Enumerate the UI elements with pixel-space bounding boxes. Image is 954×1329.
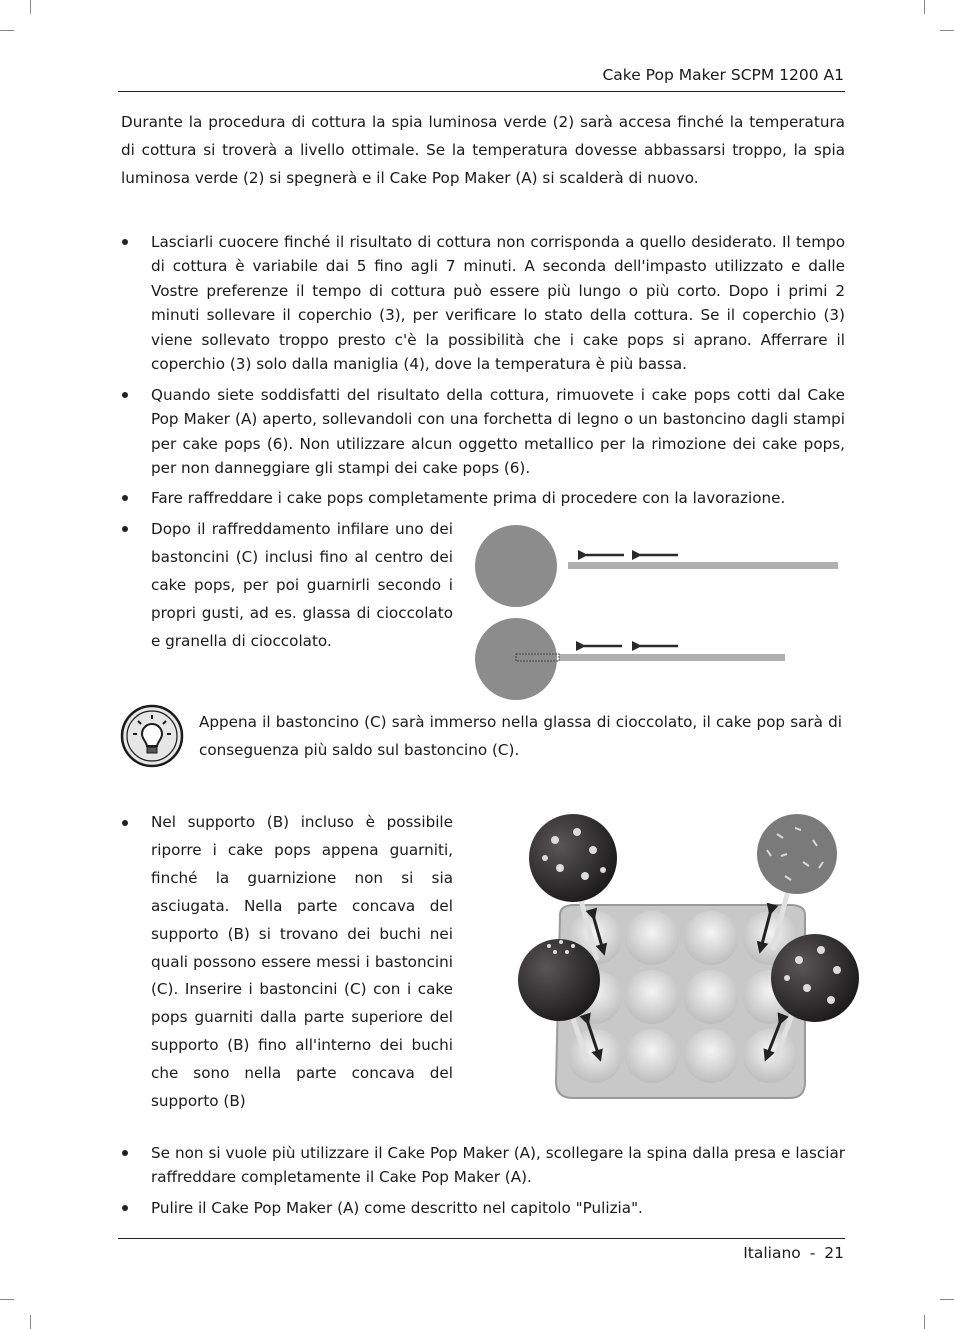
header-rule xyxy=(118,91,845,92)
bullet-text: Se non si vuole più utilizzare il Cake Pop Maker (A), scollegare la spina dalla presa e lasciar raffreddare completamente il Cake Pop Maker (A). xyxy=(151,1144,845,1187)
page-number: 21 xyxy=(824,1244,844,1262)
stick xyxy=(559,654,785,661)
page-header-title: Cake Pop Maker SCPM 1200 A1 xyxy=(602,66,844,84)
crop-mark xyxy=(924,0,925,14)
crop-mark xyxy=(940,30,954,31)
bullet-dot xyxy=(122,1150,128,1156)
page-footer xyxy=(118,1244,844,1262)
bullet-text: Quando siete soddisfatti del risultato della cottura, rimuovete i cake pops cotti dal Cake Pop Maker (A) aperto, sollevandoli con una forchetta di legno o un bastoncino dagli stampi per cake pops (6). Non utilizzare alcun oggetto metallico per la rimozione dei cake pops, per non danneggiare gli stampi dei cake pops (6). xyxy=(151,386,845,478)
bullet-text: Lasciarli cuocere finché il risultato di cottura non corrisponda a quello desiderato. Il tempo di cottura è variabile dai 5 fino agli 7 minuti. A seconda dell'impasto utilizzato e dalle Vostre preferenze il tempo di cottura può essere più lungo o più corto. Dopo i primi 2 minuti sollevare il coperchio (3), per verificare lo stato della cottura. Se il coperchio (3) viene sollevato troppo presto c'è la possibilità che i cake pops si aprano. Afferrare il coperchio (3) solo dalla maniglia (4), dove la temperatura è più bassa. xyxy=(151,233,845,374)
crop-mark xyxy=(924,1315,925,1329)
bullet-dot xyxy=(122,1205,128,1211)
footer-separator: - xyxy=(809,1244,816,1262)
stick-insertion-figure xyxy=(472,522,852,702)
crop-mark xyxy=(940,1299,954,1300)
bullet-dot xyxy=(122,526,128,532)
crop-mark xyxy=(30,1315,31,1329)
cake-pop-circle xyxy=(475,525,557,607)
tip-text: Appena il bastoncino (C) sarà immerso nella glassa di cioccolato, il cake pop sarà di conseguenza più saldo sul bastoncino (C). xyxy=(199,713,842,759)
bullet-text: Fare raffreddare i cake pops completamente prima di procedere con la lavorazione. xyxy=(151,489,786,507)
cake-pop-dots xyxy=(518,939,600,1021)
cake-pop-stand-figure xyxy=(515,810,867,1110)
bullet-text: Pulire il Cake Pop Maker (A) come descritto nel capitolo "Pulizia". xyxy=(151,1199,643,1217)
bullet-dot xyxy=(122,495,128,501)
intro-paragraph: Durante la procedura di cottura la spia luminosa verde (2) sarà accesa finché la temperatura di cottura si troverà a livello ottimale. Se la temperatura dovesse abbassarsi troppo, la spia luminosa verde (2) si spegnerà e il Cake Pop Maker (A) si scalderà di nuovo. xyxy=(121,113,845,187)
footer-language: Italiano xyxy=(743,1244,801,1262)
crop-mark xyxy=(0,30,14,31)
stick xyxy=(568,562,838,569)
bullet-dot xyxy=(122,239,128,245)
bullet-dot xyxy=(122,820,128,826)
footer-rule xyxy=(118,1238,845,1239)
bullet-text: Dopo il raffreddamento infilare uno dei bastoncini (C) inclusi fino al centro dei cake pops, per poi guarnirli secondo i propri gusti, ad es. glassa di cioccolato e granella di cioccolato. xyxy=(151,520,453,650)
bullet-dot xyxy=(122,392,128,398)
lightbulb-icon xyxy=(120,704,184,768)
crop-mark xyxy=(0,1299,14,1300)
crop-mark xyxy=(30,0,31,14)
bullet-text: Nel supporto (B) incluso è possibile riporre i cake pops appena guarniti, finché la guarnizione non si sia asciugata. Nella parte concava del supporto (B) si trovano dei buchi nei quali possono essere messi i bastoncini (C). Inserire i bastoncini (C) con i cake pops guarniti dalla parte superiore del supporto (B) fino all'interno dei buchi che sono nella parte concava del supporto (B) xyxy=(151,813,453,1111)
